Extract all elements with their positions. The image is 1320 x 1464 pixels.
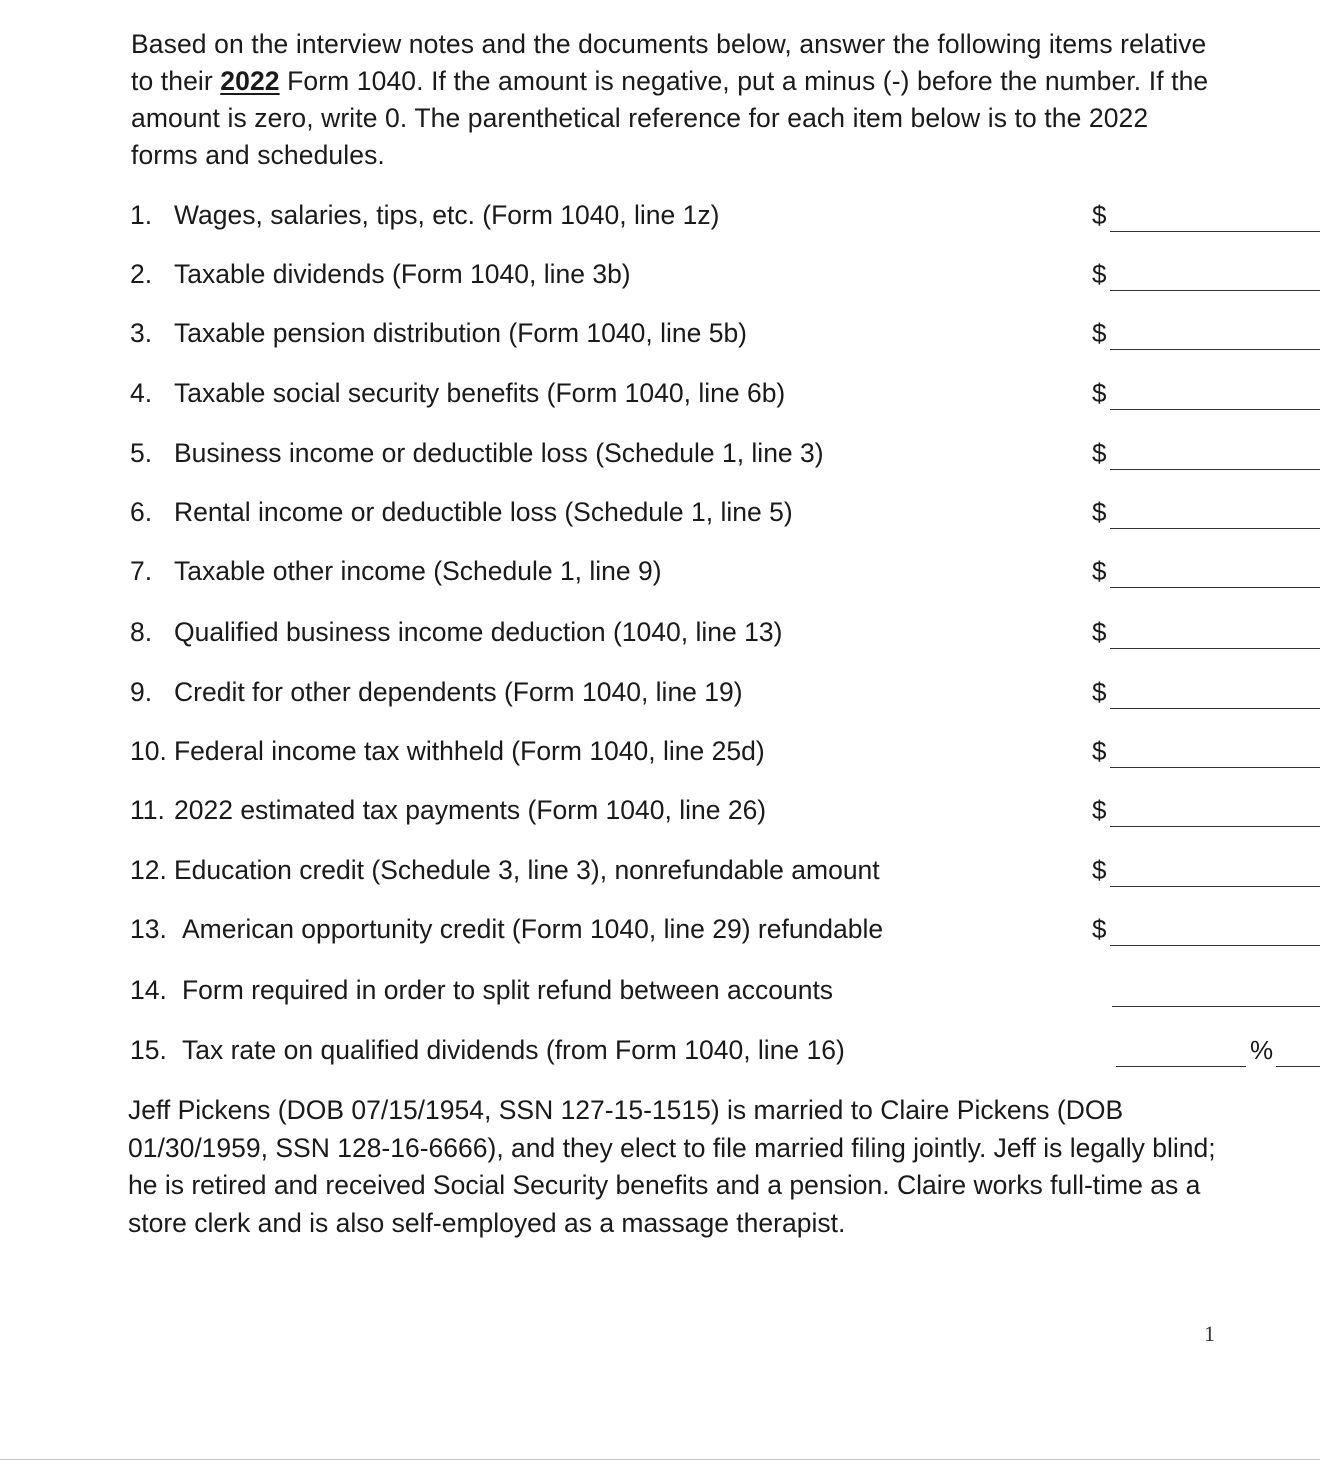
answer-blank-line[interactable] (1110, 409, 1320, 410)
answer-blank-line[interactable] (1110, 826, 1320, 827)
answer-field-rental-income[interactable] (1090, 493, 1320, 531)
tax-year: 2022 (220, 66, 280, 96)
answer-field-pension[interactable] (1090, 314, 1320, 352)
answer-blank-line[interactable] (1110, 708, 1320, 709)
dollar-sign: $ (1092, 497, 1107, 527)
question-text: Form required in order to split refund between accounts (182, 975, 834, 1005)
question-text: Business income or deductible loss (Schedule 1, line 3) (174, 438, 824, 468)
question-number: 6. (130, 497, 153, 527)
dollar-sign: $ (1092, 617, 1107, 647)
question-number: 13. (130, 914, 167, 944)
question-text: Qualified business income deduction (1040, line 13) (174, 617, 783, 647)
question-text: Taxable social security benefits (Form 1040, line 6b) (174, 378, 786, 408)
answer-blank-line[interactable] (1112, 1006, 1320, 1007)
answer-blank-line[interactable] (1110, 886, 1320, 887)
question-number: 10. (130, 736, 167, 766)
question-text: Education credit (Schedule 3, line 3), nonrefundable amount (174, 855, 880, 885)
question-row (130, 552, 1220, 590)
question-number: 4. (130, 378, 153, 408)
question-row (130, 791, 1220, 829)
answer-field-social-security[interactable] (1090, 374, 1320, 412)
question-number: 1. (130, 200, 153, 230)
question-number: 12. (130, 855, 167, 885)
question-text: Credit for other dependents (Form 1040, line 19) (174, 677, 743, 707)
question-text: Federal income tax withheld (Form 1040, line 25d) (174, 736, 765, 766)
question-row (130, 255, 1220, 293)
question-text: Taxable dividends (Form 1040, line 3b) (174, 259, 631, 289)
instructions-text-end: Form 1040. If the amount is negative, put a minus (-) before the number. If the amount is zero, write 0. The parenthetical reference for each item below is to the 2022 forms and schedules. (131, 66, 1209, 170)
question-row (130, 910, 1220, 948)
answer-field-qbi-deduction[interactable] (1090, 613, 1320, 651)
dollar-sign: $ (1092, 736, 1107, 766)
question-row (130, 434, 1220, 472)
question-number: 8. (130, 617, 153, 647)
dollar-sign: $ (1092, 914, 1107, 944)
answer-field-dividend-tax-rate[interactable] (1090, 1031, 1320, 1069)
answer-field-education-credit[interactable] (1090, 851, 1320, 889)
answer-field-wages[interactable] (1090, 196, 1320, 234)
answer-field-tax-withheld[interactable] (1090, 732, 1320, 770)
answer-blank-line[interactable] (1110, 231, 1320, 232)
dollar-sign: $ (1092, 318, 1107, 348)
dollar-sign: $ (1092, 677, 1107, 707)
answer-field-dividends[interactable] (1090, 255, 1320, 293)
page-bottom-divider (0, 1459, 1320, 1460)
question-number: 3. (130, 318, 153, 348)
dollar-sign: $ (1092, 438, 1107, 468)
answer-blank-line[interactable] (1110, 349, 1320, 350)
question-number: 5. (130, 438, 153, 468)
dollar-sign: $ (1092, 556, 1107, 586)
instructions-paragraph (131, 26, 1221, 174)
question-number: 15. (130, 1035, 167, 1065)
answer-field-split-refund-form[interactable] (1090, 971, 1320, 1009)
question-text: Wages, salaries, tips, etc. (Form 1040, line 1z) (174, 200, 720, 230)
question-number: 7. (130, 556, 153, 586)
answer-blank-line[interactable] (1110, 945, 1320, 946)
question-row (130, 732, 1220, 770)
answer-blank-line[interactable] (1110, 469, 1320, 470)
question-row (130, 374, 1220, 412)
question-text: Taxable pension distribution (Form 1040, line 5b) (174, 318, 748, 348)
answer-blank-line[interactable] (1110, 587, 1320, 588)
question-text: American opportunity credit (Form 1040, line 29) refundable (182, 914, 884, 944)
dollar-sign: $ (1092, 795, 1107, 825)
answer-field-estimated-payments[interactable] (1090, 791, 1320, 829)
instructions-text-start: Based on the interview notes and the documents below, answer the following items relative to their (131, 29, 1207, 96)
question-text: 2022 estimated tax payments (Form 1040, line 26) (174, 795, 767, 825)
answer-field-business-income[interactable] (1090, 434, 1320, 472)
dollar-sign: $ (1092, 200, 1107, 230)
answer-blank-line[interactable] (1110, 290, 1320, 291)
answer-blank-line[interactable] (1110, 648, 1320, 649)
question-number: 9. (130, 677, 153, 707)
percent-sign: % (1250, 1035, 1274, 1065)
answer-blank-line-trailing (1276, 1066, 1320, 1067)
answer-field-other-income[interactable] (1090, 552, 1320, 590)
question-row (130, 1031, 1274, 1069)
answer-blank-line[interactable] (1116, 1066, 1246, 1067)
page-number: 1 (1204, 1321, 1215, 1346)
question-row (130, 673, 1220, 711)
question-number: 2. (130, 259, 153, 289)
answer-blank-line[interactable] (1110, 528, 1320, 529)
dollar-sign: $ (1092, 855, 1107, 885)
question-row (130, 851, 1220, 889)
answer-field-aoc-refundable[interactable] (1090, 910, 1320, 948)
question-number: 11. (130, 795, 165, 825)
question-row (130, 613, 1220, 651)
client-narrative: Jeff Pickens (DOB 07/15/1954, SSN 127-15-1515) is married to Claire Pickens (DOB 01/30/1959, SSN 128-16-6666), and they elect to file married filing jointly. Jeff is legally blind; he is retired and received Social Security benefits and a pension. Claire works full-time as a store clerk and is also self-employed as a massage therapist. (128, 1095, 1216, 1238)
question-text: Taxable other income (Schedule 1, line 9) (174, 556, 662, 586)
question-row (130, 196, 1220, 234)
question-row (130, 314, 1220, 352)
answer-blank-line[interactable] (1110, 767, 1320, 768)
question-row (130, 971, 1220, 1009)
question-text: Tax rate on qualified dividends (from Form 1040, line 16) (182, 1035, 845, 1065)
question-number: 14. (130, 975, 167, 1005)
dollar-sign: $ (1092, 378, 1107, 408)
dollar-sign: $ (1092, 259, 1107, 289)
question-row (130, 493, 1220, 531)
question-text: Rental income or deductible loss (Schedule 1, line 5) (174, 497, 793, 527)
answer-field-dependent-credit[interactable] (1090, 673, 1320, 711)
